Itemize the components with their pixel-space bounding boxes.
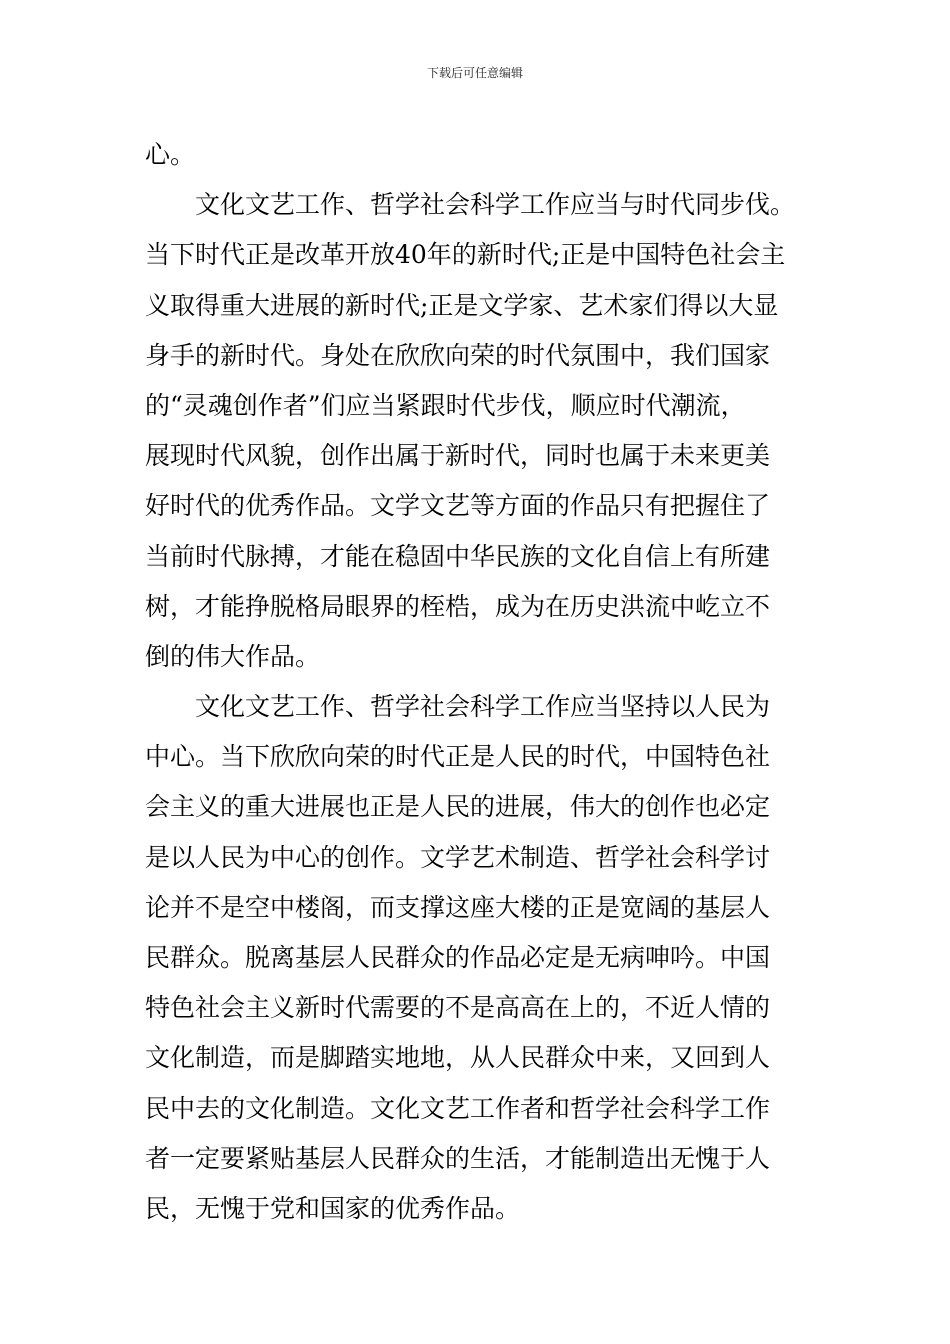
text-line: 民群众。脱离基层人民群众的作品必定是无病呻吟。中国 [145, 943, 771, 972]
paragraph-first-line: 文化文艺工作、哲学社会科学工作应当与时代同步伐。 [195, 190, 796, 220]
text-line: 当下时代正是改革开放40年的新时代;正是中国特色社会主 [145, 240, 786, 270]
text-line: 民中去的文化制造。文化文艺工作者和哲学社会科学工作 [145, 1093, 771, 1123]
text-line: 论并不是空中楼阁，而支撑这座大楼的正是宽阔的基层人 [145, 892, 771, 922]
text-line: 文化制造，而是脚踏实地地，从人民群众中来，又回到人 [145, 1043, 771, 1073]
paragraph-first-line: 文化文艺工作、哲学社会科学工作应当坚持以人民为 [195, 692, 771, 722]
text-line: 好时代的优秀作品。文学文艺等方面的作品只有把握住了 [145, 491, 771, 521]
text-line: 身手的新时代。身处在欣欣向荣的时代氛围中，我们国家 [145, 340, 771, 370]
text-line: 的“灵魂创作者”们应当紧跟时代步伐，顺应时代潮流， [145, 390, 746, 420]
document-body [145, 130, 815, 1234]
text-line: 是以人民为中心的创作。文学艺术制造、哲学社会科学讨 [145, 842, 771, 872]
text-line: 心。 [145, 140, 196, 169]
text-line: 会主义的重大进展也正是人民的进展，伟大的创作也必定 [145, 792, 771, 822]
text-line: 展现时代风貌，创作出属于新时代，同时也属于未来更美 [145, 441, 771, 471]
text-line: 义取得重大进展的新时代;正是文学家、艺术家们得以大显 [145, 290, 779, 320]
page-header: 下载后可任意编辑 [426, 66, 523, 80]
text-line: 民，无愧于党和国家的优秀作品。 [145, 1193, 521, 1223]
text-line: 当前时代脉搏，才能在稳固中华民族的文化自信上有所建 [145, 541, 771, 571]
text-line: 树，才能挣脱格局眼界的桎梏，成为在历史洪流中屹立不 [145, 591, 771, 621]
text-line: 倒的伟大作品。 [145, 641, 321, 671]
text-line: 中心。当下欣欣向荣的时代正是人民的时代，中国特色社 [145, 742, 771, 772]
text-line: 者一定要紧贴基层人民群众的生活，才能制造出无愧于人 [145, 1143, 771, 1173]
text-line: 特色社会主义新时代需要的不是高高在上的，不近人情的 [145, 993, 771, 1023]
